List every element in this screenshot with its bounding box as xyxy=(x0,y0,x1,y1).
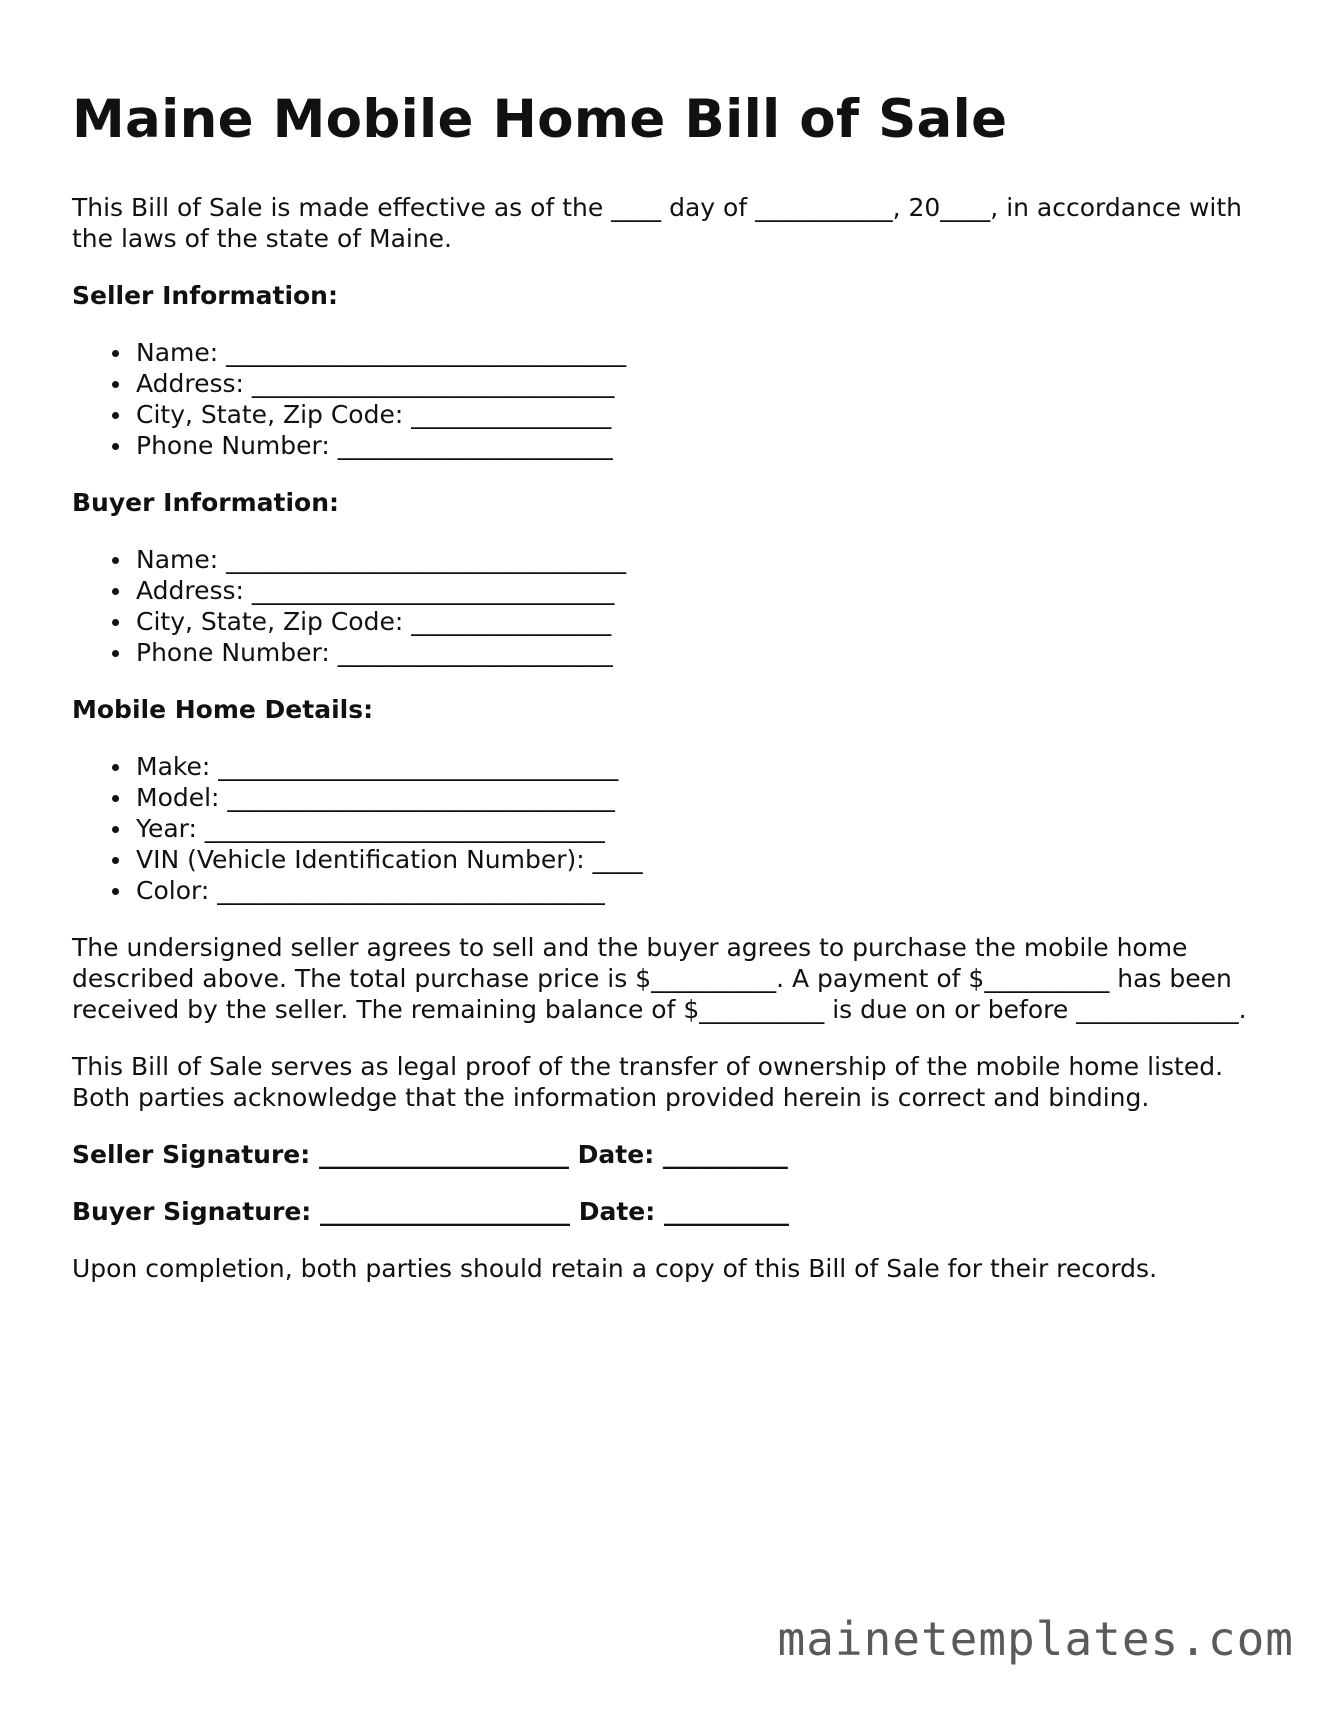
buyer-info-list xyxy=(72,544,1252,668)
agreement-paragraph: The undersigned seller agrees to sell and the buyer agrees to purchase the mobile home described above. The total purchase price is $__________. A payment of $__________ has been received by the seller. The remaining balance of $__________ is due on or before _____________. xyxy=(72,932,1247,1024)
model-field: Model: _______________________________ xyxy=(136,782,1252,813)
make-field: Make: ________________________________ xyxy=(136,751,1252,782)
closing-paragraph: Upon completion, both parties should retain a copy of this Bill of Sale for their records. xyxy=(72,1253,1158,1283)
buyer-signature-line: Buyer Signature: ____________________ Date: __________ xyxy=(72,1196,789,1226)
vin-field: VIN (Vehicle Identification Number): ____ xyxy=(136,844,1252,875)
proof-paragraph: This Bill of Sale serves as legal proof of the transfer of ownership of the mobile home listed. Both parties acknowledge that the information provided herein is correct and binding. xyxy=(72,1051,1224,1112)
buyer-phone-field: Phone Number: ______________________ xyxy=(136,637,1252,668)
buyer-address-field: Address: _____________________________ xyxy=(136,575,1252,606)
buyer-city-state-zip-field: City, State, Zip Code: ________________ xyxy=(136,606,1252,637)
document-page xyxy=(72,88,1252,1310)
seller-name-field: Name: ________________________________ xyxy=(136,337,1252,368)
intro-paragraph: This Bill of Sale is made effective as of the ____ day of ___________, 20____, in accordance with the laws of the state of Maine. xyxy=(72,192,1243,253)
seller-phone-field: Phone Number: ______________________ xyxy=(136,430,1252,461)
seller-info-heading: Seller Information: xyxy=(72,280,338,310)
mobile-home-details-heading: Mobile Home Details: xyxy=(72,694,374,724)
year-field: Year: ________________________________ xyxy=(136,813,1252,844)
color-field: Color: _______________________________ xyxy=(136,875,1252,906)
buyer-name-field: Name: ________________________________ xyxy=(136,544,1252,575)
document-title: Maine Mobile Home Bill of Sale xyxy=(72,89,1008,150)
seller-signature-line: Seller Signature: ____________________ Date: __________ xyxy=(72,1139,788,1169)
seller-address-field: Address: _____________________________ xyxy=(136,368,1252,399)
seller-city-state-zip-field: City, State, Zip Code: ________________ xyxy=(136,399,1252,430)
mobile-home-details-list xyxy=(72,751,1252,906)
site-watermark: mainetemplates.com xyxy=(777,1612,1294,1666)
seller-info-list xyxy=(72,337,1252,461)
buyer-info-heading: Buyer Information: xyxy=(72,487,340,517)
